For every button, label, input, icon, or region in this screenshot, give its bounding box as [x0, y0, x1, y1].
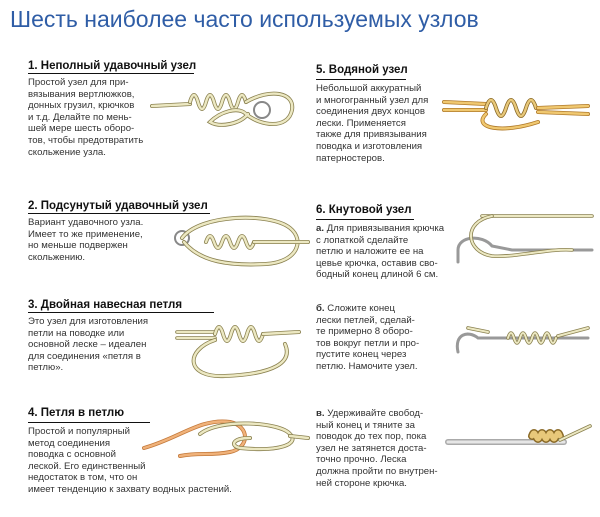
knot-section-5 — [316, 60, 456, 164]
whipping-knot-step-b-illustration — [448, 314, 594, 364]
knot-4-description: Простой и популярный метод соединения поводка с основной леской. Его единственный недостаток в том, что он имеет тенденцию к захвату водных растений. — [28, 426, 232, 495]
knot-4-heading: 4. Петля в петлю — [28, 407, 125, 419]
loop-to-loop-illustration — [140, 408, 310, 474]
knot-section-6 — [316, 200, 466, 281]
page-title: Шесть наиболее часто используемых узлов — [10, 6, 479, 32]
knot-6-step-c: в. Удерживайте свобод- ный конец и тяните за поводок до тех пор, пока узел не затянется доста- точно прочно. Леска должна пройти по внутрен- ней стороне крючка. — [316, 408, 438, 489]
knot-5-description: Небольшой аккуратный и многогранный узел для соединения двух концов лески. Применяется также для привязывания поводка и изготовления патерностеров. — [316, 83, 429, 164]
whipping-knot-step-a-illustration — [452, 206, 598, 276]
clinch-knot-illustration — [150, 70, 300, 140]
heading-underline — [316, 79, 406, 80]
knot-5-heading: 5. Водяной узел — [316, 64, 408, 76]
knot-6-step-b: б. Сложите конец лески петлей, сделай- те примерно 8 оборо- тов вокруг петли и про- пустите конец через петлю. Намочите узел. — [316, 303, 420, 372]
knot-3-description: Это узел для изготовления петли на поводке или основной леске – идеален для соединения «петля в петлю». — [28, 316, 149, 374]
water-knot-illustration — [442, 82, 592, 138]
knot-6-heading: 6. Кнутовой узел — [316, 204, 412, 216]
knot-1-heading: 1. Неполный удавочный узел — [28, 60, 197, 72]
knot-1-description: Простой узел для при- вязывания вертлюжков, донных грузил, крючков и т.д. Делайте по мень- шей мере шесть оборо- тов, чтобы предотвратить скольжение узла. — [28, 77, 144, 158]
knot-6-step-a: а. Для привязывания крючка с лопаткой сделайте петлю и наложите ее на цевье крючка, оставив сво- бодный конец длиной 6 см. — [316, 223, 445, 281]
whipping-knot-step-c-illustration — [444, 418, 594, 458]
knot-3-heading: 3. Двойная навесная петля — [28, 299, 183, 311]
double-loop-knot-illustration — [175, 310, 305, 382]
knot-2-description: Вариант удавочного узла. Имеет то же применение, но меньше подвержен скольжению. — [28, 217, 144, 263]
knot-2-heading: 2. Подсунутый удавочный узел — [28, 200, 208, 212]
improved-clinch-knot-illustration — [170, 212, 310, 274]
heading-underline — [316, 219, 414, 220]
heading-underline — [28, 422, 150, 423]
